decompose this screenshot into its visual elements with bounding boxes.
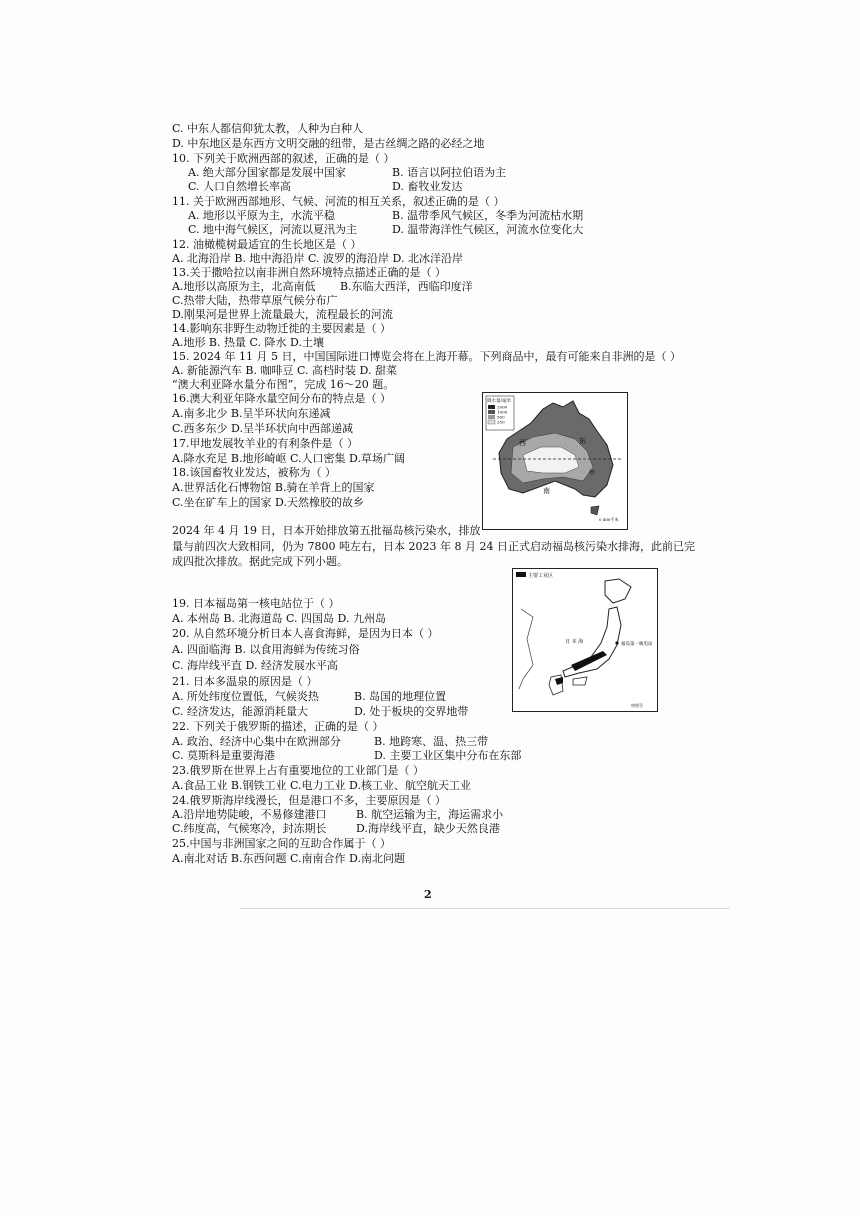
option-line: D. 主要工业区集中分布在东部 [374, 749, 522, 762]
option-line: A.沿岸地势陡峻，不易修建港口 [172, 808, 327, 821]
option-line: D.海岸线平直，缺少天然良港 [356, 822, 500, 835]
australia-precipitation-map [482, 392, 628, 530]
map-label-east: 东 [579, 437, 586, 445]
legend-swatch [488, 415, 495, 419]
question-15: 15. 2024 年 11 月 5 日，中国国际进口博览会将在上海开幕。下列商品中，最有可能来自非洲的是（ ） [172, 350, 681, 363]
option-line: D. 中东地区是东西方文明交融的纽带，是古丝绸之路的必经之地 [172, 137, 485, 150]
map-label-south: 南 [543, 487, 550, 495]
option-line: C.纬度高，气候寒冷，封冻期长 [172, 822, 327, 835]
question-13: 13.关于撒哈拉以南非洲自然环境特点描述正确的是（ ） [172, 266, 446, 279]
question-17: 17.甲地发展牧羊业的有利条件是（ ） [172, 437, 358, 450]
question-14: 14.影响东非野生动物迁徙的主要因素是（ ） [172, 322, 391, 335]
hokkaido [605, 579, 631, 603]
legend-label: 250 [497, 419, 505, 425]
option-line: B. 语言以阿拉伯语为主 [392, 166, 507, 179]
question-19: 19. 日本福岛第一核电站位于（ ） [172, 597, 340, 610]
option-line: D. 处于板块的交界地带 [354, 705, 469, 718]
passage-line: 2024 年 4 月 19 日，日本开始排放第五批福岛核污染水，排放 [172, 524, 481, 537]
page-bottom-rule [240, 908, 730, 909]
question-25: 25.中国与非洲国家之间的互助合作属于（ ） [172, 837, 391, 850]
option-line: A. 新能源汽车 B. 咖啡豆 C. 高档时装 D. 甜菜 [172, 364, 397, 377]
option-line: B. 航空运输为主，海运需求小 [356, 808, 504, 821]
map-label-west: 西 [519, 439, 526, 447]
plant-marker [615, 641, 618, 644]
question-22: 22. 下列关于俄罗斯的描述，正确的是（ ） [172, 720, 384, 733]
question-20: 20. 从自然环境分析日本人喜食海鲜，是因为日本（ ） [172, 627, 439, 640]
option-line: C.西多东少 D.呈半环状向中西部递减 [172, 422, 353, 435]
option-line: A.地形以高原为主，北高南低 [172, 280, 316, 293]
map-scale: 0 400千米 [599, 517, 619, 522]
option-line: C. 人口自然增长率高 [188, 180, 292, 193]
option-line: A. 绝大部分国家都是发展中国家 [188, 166, 346, 179]
option-line: D. 温带海洋性气候区，河流水位变化大 [392, 223, 584, 236]
option-line: A. 四面临海 B. 以食用海鲜为传统习俗 [172, 643, 360, 656]
australia-map-svg [483, 393, 627, 529]
question-21: 21. 日本多温泉的原因是（ ） [172, 675, 318, 688]
option-line: A. 所处纬度位置低，气候炎热 [172, 690, 319, 703]
option-line: C. 中东人都信仰犹太教，人种为白种人 [172, 122, 364, 135]
question-10: 10. 下列关于欧洲西部的叙述，正确的是（ ） [172, 152, 395, 165]
mainland-coast [519, 609, 533, 689]
japan-map-svg [513, 569, 657, 711]
option-line: A. 地形以平原为主，水流平稳 [188, 209, 335, 222]
map-id: 审图号 [631, 703, 643, 708]
passage-line: 成四批次排放。据此完成下列小题。 [172, 555, 348, 568]
question-23: 23.俄罗斯在世界上占有重要地位的工业部门是（ ） [172, 764, 424, 777]
page-number: 2 [424, 888, 432, 901]
option-line: A.食品工业 B.钢铁工业 C.电力工业 D.核工业、航空航天工业 [172, 779, 471, 792]
option-line: A.南多北少 B.呈半环状向东递减 [172, 407, 331, 420]
sea-of-japan-label: 日 本 海 [565, 639, 584, 645]
legend-label: 1000 [497, 409, 508, 415]
passage-line: 量与前四次大致相同，仍为 7800 吨左右，日本 2023 年 8 月 24 日正式启动福岛核污染水排海，此前已完 [172, 540, 695, 553]
option-line: A.南北对话 B.东西问题 C.南南合作 D.南北问题 [172, 852, 405, 865]
option-line: A. 政治、经济中心集中在欧洲部分 [172, 735, 341, 748]
option-line: A. 本州岛 B. 北海道岛 C. 四国岛 D. 九州岛 [172, 612, 386, 625]
question-24: 24.俄罗斯海岸线漫长，但是港口不多，主要原因是（ ） [172, 794, 446, 807]
option-line: B. 岛国的地理位置 [354, 690, 447, 703]
question-11: 11. 关于欧洲西部地形、气候、河流的相互关系，叙述正确的是（ ） [172, 195, 505, 208]
map-intro: “澳大利亚降水量分布图”，完成 16～20 题。 [172, 378, 395, 391]
shikoku [573, 677, 587, 685]
option-line: C. 地中海气候区，河流以夏汛为主 [188, 223, 358, 236]
option-line: C. 莫斯科是重要海港 [172, 749, 276, 762]
question-18: 18.该国畜牧业发达，被称为（ ） [172, 466, 336, 479]
fukushima-plant-label: 福岛第一核电站 [621, 642, 653, 647]
option-line: A. 北海沿岸 B. 地中海沿岸 C. 波罗的海沿岸 D. 北冰洋沿岸 [172, 252, 463, 265]
option-line: C. 经济发达，能源消耗量大 [172, 705, 309, 718]
legend-industrial-label: 主要工业区 [528, 573, 554, 579]
option-line: B. 地跨寒、温、热三带 [374, 735, 489, 748]
option-line: C. 海岸线平直 D. 经济发展水平高 [172, 659, 338, 672]
tasmania [591, 506, 599, 515]
legend-industrial-swatch [516, 572, 526, 577]
legend-label: 2000 [497, 404, 508, 410]
question-16: 16.澳大利亚年降水量空间分布的特点是（ ） [172, 392, 391, 405]
option-line: B.东临大西洋，西临印度洋 [340, 280, 473, 293]
map-label-jia: 甲 [589, 470, 596, 477]
option-line: D. 畜牧业发达 [392, 180, 463, 193]
option-line: B. 温带季风气候区，冬季为河流枯水期 [392, 209, 584, 222]
question-12: 12. 油橄榄树最适宜的生长地区是（ ） [172, 238, 362, 251]
legend-swatch [488, 410, 495, 414]
legend-swatch [488, 420, 495, 424]
legend-swatch [488, 405, 495, 409]
legend-label: 500 [497, 414, 505, 420]
option-line: A.世界活化石博物馆 B.骑在羊背上的国家 [172, 481, 375, 494]
japan-map [512, 568, 658, 712]
option-line: D.刚果河是世界上流量最大，流程最长的河流 [172, 308, 393, 321]
option-line: C.坐在矿车上的国家 D.天然橡胶的故乡 [172, 496, 364, 509]
legend-title: 降水量/毫米 [487, 399, 512, 404]
option-line: A.地形 B. 热量 C. 降水 D.土壤 [172, 336, 324, 349]
option-line: A.降水充足 B.地形崎岖 C.人口密集 D.草场广阔 [172, 452, 405, 465]
option-line: C.热带大陆，热带草原气候分布广 [172, 294, 338, 307]
